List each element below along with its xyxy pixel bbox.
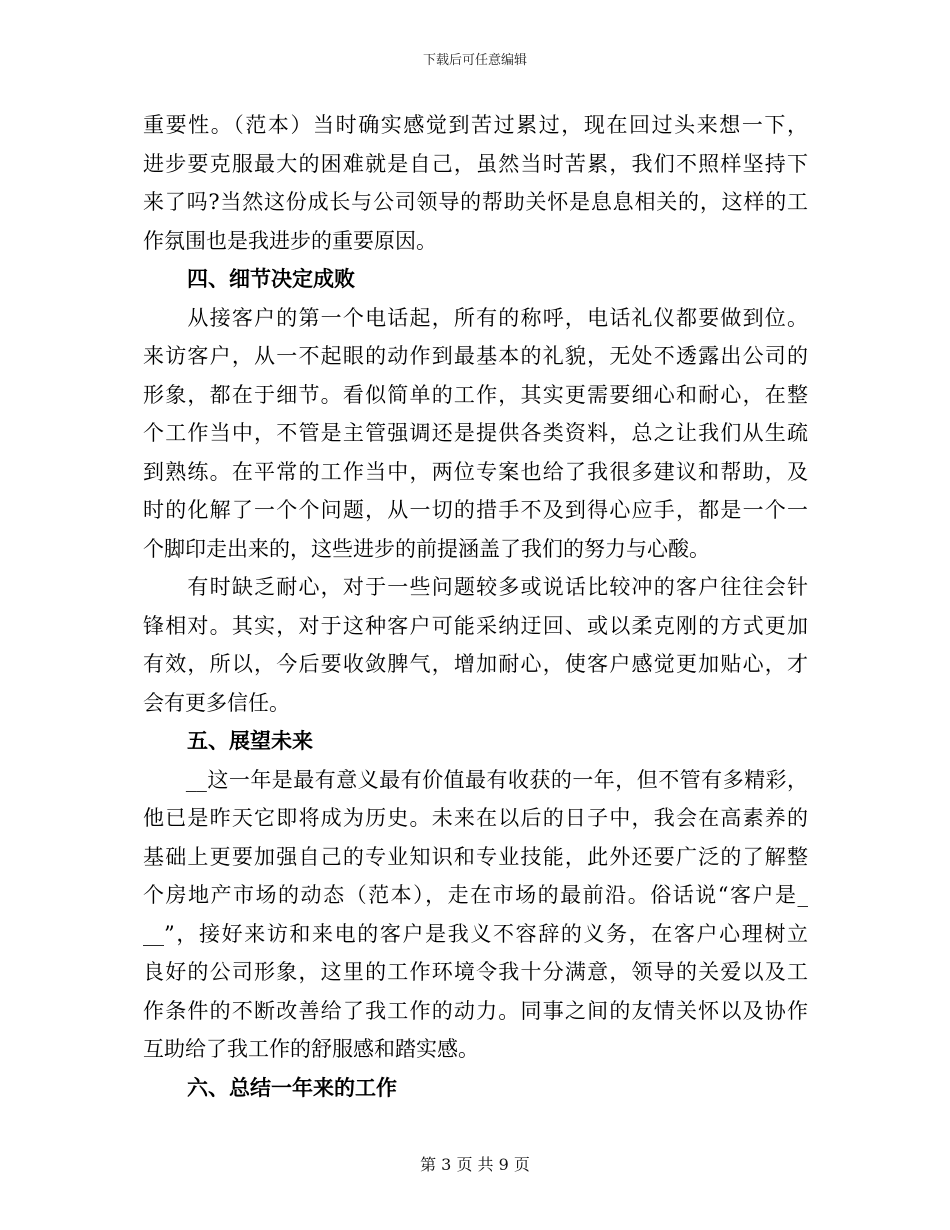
document-body: [143, 106, 808, 1107]
text-line: 会有更多信任。: [143, 690, 290, 715]
page-footer: 第 3 页 共 9 页: [420, 1155, 530, 1174]
paragraph-patience: [143, 568, 808, 722]
text-line: 来访客户，从一不起眼的动作到最基本的礼貌，无处不透露出公司的: [143, 344, 808, 368]
text-line: 时的化解了一个个问题，从一切的措手不及到得心应手，都是一个一: [143, 498, 808, 522]
text-line: 形象，都在于细节。看似简单的工作，其实更需要细心和耐心，在整: [143, 382, 808, 407]
text-line: __这一年是最有意义最有价值最有收获的一年，但不管有多精彩，: [143, 767, 808, 792]
paragraph-importance: [143, 106, 808, 260]
text-line: 到熟练。在平常的工作当中，两位专案也给了我很多建议和帮助，及: [143, 459, 808, 484]
paragraph-outlook: [143, 761, 808, 1069]
text-line: 有效，所以，今后要收敛脾气，增加耐心，使客户感觉更加贴心，才: [143, 652, 808, 676]
text-line: 基础上更要加强自己的专业知识和专业技能，此外还要广泛的了解整: [143, 844, 808, 869]
section-heading-4: 四、细节决定成败: [187, 266, 355, 291]
text-line: 有时缺乏耐心，对于一些问题较多或说话比较冲的客户往往会针: [143, 575, 808, 599]
text-line: __”，接好来访和来电的客户是我义不容辞的义务，在客户心理树立: [143, 921, 808, 946]
text-line: 作条件的不断改善给了我工作的动力。同事之间的友情关怀以及协作: [143, 998, 808, 1023]
text-line: 锋相对。其实，对于这种客户可能采纳迂回、或以柔克刚的方式更加: [143, 613, 808, 638]
text-line: 重要性。（范本）当时确实感觉到苦过累过，现在回过头来想一下，: [143, 113, 808, 137]
section-heading-6: 六、总结一年来的工作: [187, 1074, 397, 1100]
text-line: 来了吗?当然这份成长与公司领导的帮助关怀是息息相关的，这样的工: [143, 190, 808, 214]
text-line: 个脚印走出来的，这些进步的前提涵盖了我们的努力与心酸。: [143, 536, 710, 561]
paragraph-details: [143, 299, 808, 569]
page-header: 下载后可任意编辑: [422, 53, 527, 68]
text-line: 良好的公司形象，这里的工作环境令我十分满意，领导的关爱以及工: [143, 960, 808, 984]
section-heading-5: 五、展望未来: [187, 728, 313, 753]
text-line: 进步要克服最大的困难就是自己，虽然当时苦累，我们不照样坚持下: [143, 151, 808, 176]
text-line: 作氛围也是我进步的重要原因。: [143, 228, 437, 253]
text-line: 从接客户的第一个电话起，所有的称呼，电话礼仪都要做到位。: [143, 305, 808, 330]
text-line: 互助给了我工作的舒服感和踏实感。: [143, 1037, 479, 1061]
text-line: 他已是昨天它即将成为历史。未来在以后的日子中，我会在高素养的: [143, 806, 808, 830]
text-line: 个房地产市场的动态（范本），走在市场的最前沿。俗话说“客户是_: [143, 883, 808, 907]
text-line: 个工作当中，不管是主管强调还是提供各类资料，总之让我们从生疏: [143, 421, 808, 445]
